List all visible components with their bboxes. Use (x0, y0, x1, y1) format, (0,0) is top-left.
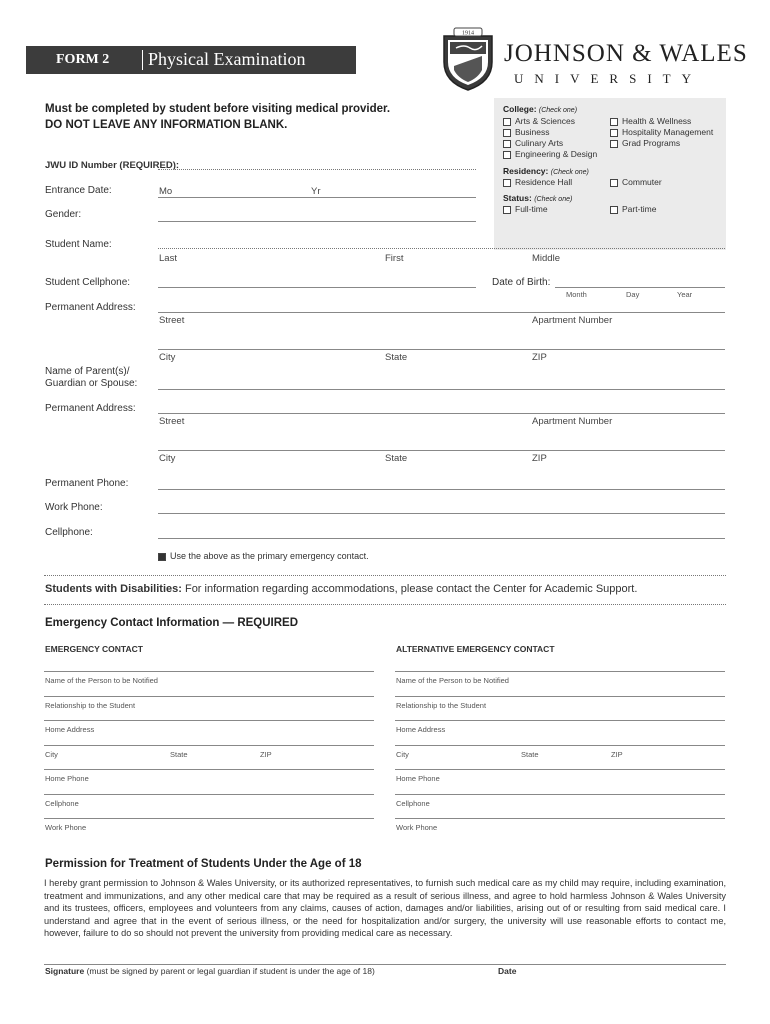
checkbox-icon[interactable] (610, 140, 618, 148)
status-option-part-time[interactable]: Part-time (610, 204, 656, 214)
dob-year-label: Year (677, 290, 693, 299)
emergency-city-label: City (45, 750, 58, 759)
checkbox-icon[interactable] (610, 118, 618, 126)
emergency-home-phone-field[interactable] (44, 769, 374, 770)
alt-name-field[interactable] (395, 671, 725, 672)
alt-work-phone-label: Work Phone (396, 823, 438, 832)
university-seal-icon (440, 26, 496, 92)
date-of-birth-label: Date of Birth: (492, 277, 551, 288)
date-of-birth-field[interactable] (555, 287, 725, 288)
alt-home-address-field[interactable] (395, 720, 725, 721)
alt-zip-label: ZIP (611, 750, 623, 759)
permanent-address-2-label: Permanent Address: (45, 403, 136, 414)
permanent-address-field[interactable] (158, 312, 725, 313)
checkbox-icon[interactable] (610, 179, 618, 187)
checkbox-icon[interactable] (503, 129, 511, 137)
alt-cellphone-field[interactable] (395, 794, 725, 795)
alternative-contact-header: ALTERNATIVE EMERGENCY CONTACT (396, 644, 555, 654)
date-label: Date (498, 966, 517, 976)
college-label: College: (Check one) (503, 104, 578, 114)
emergency-cellphone-field[interactable] (44, 794, 374, 795)
college-option-culinary-arts[interactable]: Culinary Arts (503, 138, 563, 148)
dob-month-label: Month (566, 290, 587, 299)
permanent-address-2-field[interactable] (158, 413, 725, 414)
alt-state-label: State (521, 750, 539, 759)
alt-city-label: City (396, 750, 409, 759)
emergency-zip-label: ZIP (260, 750, 272, 759)
entrance-month-label: Mo (159, 186, 173, 197)
residency-option-residence-hall[interactable]: Residence Hall (503, 177, 572, 187)
instruction-line-2: DO NOT LEAVE ANY INFORMATION BLANK. (45, 119, 288, 131)
alt-home-address-label: Home Address (396, 725, 446, 734)
alt-home-phone-field[interactable] (395, 769, 725, 770)
college-option-health-wellness[interactable]: Health & Wellness (610, 116, 691, 126)
residency-option-commuter[interactable]: Commuter (610, 177, 662, 187)
alt-city-field[interactable] (395, 745, 725, 746)
street-label: Street (159, 315, 185, 326)
emergency-work-phone-label: Work Phone (45, 823, 87, 832)
checkbox-icon[interactable] (503, 179, 511, 187)
checkbox-icon[interactable] (158, 553, 166, 561)
student-cellphone-label: Student Cellphone: (45, 277, 131, 288)
residency-label: Residency: (Check one) (503, 166, 589, 176)
seal-year: 1914 (462, 30, 474, 37)
alt-relationship-field[interactable] (395, 696, 725, 697)
instruction-line-1: Must be completed by student before visiting medical provider. (45, 103, 391, 115)
form-title: Physical Examination (148, 49, 306, 69)
permission-title: Permission for Treatment of Students Under the Age of 18 (45, 858, 362, 870)
first-name-label: First (385, 253, 404, 264)
apartment-2-label: Apartment Number (532, 416, 613, 427)
emergency-home-address-label: Home Address (45, 725, 95, 734)
state-2-label: State (385, 453, 408, 464)
college-option-arts-sciences[interactable]: Arts & Sciences (503, 116, 575, 126)
college-option-hospitality-management[interactable]: Hospitality Management (610, 127, 713, 137)
street-2-label: Street (159, 416, 185, 427)
student-name-field[interactable] (158, 248, 725, 249)
header-divider (142, 50, 143, 70)
college-option-business[interactable]: Business (503, 127, 550, 137)
university-name: JOHNSON & WALES (504, 40, 748, 67)
disabilities-top-rule (44, 575, 726, 576)
primary-contact-option[interactable]: Use the above as the primary emergency contact. (158, 551, 369, 561)
cellphone-field[interactable] (158, 538, 725, 539)
parent-name-field[interactable] (158, 389, 725, 390)
city-state-zip-2-field[interactable] (158, 450, 725, 451)
jwu-id-field[interactable] (158, 169, 476, 170)
checkbox-icon[interactable] (610, 129, 618, 137)
cellphone-label: Cellphone: (45, 527, 93, 538)
emergency-contact-header: EMERGENCY CONTACT (45, 644, 143, 654)
college-option-engineering-design[interactable]: Engineering & Design (503, 149, 597, 159)
status-label: Status: (Check one) (503, 193, 573, 203)
form-number: FORM 2 (56, 52, 110, 67)
checkbox-icon[interactable] (503, 151, 511, 159)
emergency-home-address-field[interactable] (44, 720, 374, 721)
college-option-grad-programs[interactable]: Grad Programs (610, 138, 680, 148)
city-2-label: City (159, 453, 176, 464)
permission-text: I hereby grant permission to Johnson & Wales University, or its authorized representatives, to furnish such medical care as my child may require, including examination, treatment and immunizations, and any other medical care that may be required as a result of serious illness, and agree to hold harmless Johnson & Wales University and its trustees, officers, employees and volunteers from any claims, causes of action, damages and/or liabilities, arising out of or resulting from said medical care. I understand and agree that in the event of serious illness, or the need for hospitalization and/or surgery, the university will use reasonable efforts to contact me, however, failure to do so should not prevent the university from providing medical care as necessary. (44, 878, 726, 939)
work-phone-label: Work Phone: (45, 502, 103, 513)
work-phone-field[interactable] (158, 513, 725, 514)
emergency-name-field[interactable] (44, 671, 374, 672)
emergency-relationship-label: Relationship to the Student (45, 701, 136, 710)
city-state-zip-field[interactable] (158, 349, 725, 350)
apartment-label: Apartment Number (532, 315, 613, 326)
emergency-contact-title: Emergency Contact Information — REQUIRED (45, 617, 299, 629)
last-name-label: Last (159, 253, 177, 264)
signature-label: Signature (must be signed by parent or legal guardian if student is under the age of 18) (45, 966, 375, 976)
emergency-home-phone-label: Home Phone (45, 774, 89, 783)
dob-day-label: Day (626, 290, 640, 299)
zip-2-label: ZIP (532, 453, 547, 464)
checkbox-icon[interactable] (610, 206, 618, 214)
alt-name-label: Name of the Person to be Notified (396, 676, 509, 685)
gender-label: Gender: (45, 209, 82, 220)
emergency-city-field[interactable] (44, 745, 374, 746)
disabilities-notice: Students with Disabilities: For information regarding accommodations, please contact the Center for Academic Support. (45, 583, 638, 595)
emergency-state-label: State (170, 750, 188, 759)
student-name-label: Student Name: (45, 239, 112, 250)
parent-name-label-2: Guardian or Spouse: (45, 378, 138, 389)
emergency-work-phone-field[interactable] (44, 818, 374, 819)
signature-field[interactable] (44, 964, 726, 965)
emergency-relationship-field[interactable] (44, 696, 374, 697)
middle-name-label: Middle (532, 253, 560, 264)
checkbox-icon[interactable] (503, 118, 511, 126)
parent-name-label-1: Name of Parent(s)/ (45, 366, 130, 377)
status-option-full-time[interactable]: Full-time (503, 204, 548, 214)
jwu-id-label: JWU ID Number (REQUIRED): (45, 160, 180, 171)
zip-label: ZIP (532, 352, 547, 363)
checkbox-icon[interactable] (503, 206, 511, 214)
checkbox-icon[interactable] (503, 140, 511, 148)
permanent-address-label: Permanent Address: (45, 302, 136, 313)
emergency-cellphone-label: Cellphone (45, 799, 79, 808)
alt-work-phone-field[interactable] (395, 818, 725, 819)
alt-relationship-label: Relationship to the Student (396, 701, 487, 710)
student-cellphone-field[interactable] (158, 287, 476, 288)
form-header-band (26, 46, 356, 74)
disabilities-bottom-rule (44, 604, 726, 605)
gender-field[interactable] (158, 221, 476, 222)
city-label: City (159, 352, 176, 363)
state-label: State (385, 352, 408, 363)
alt-cellphone-label: Cellphone (396, 799, 430, 808)
university-subtitle: UNIVERSITY (514, 71, 702, 86)
alt-home-phone-label: Home Phone (396, 774, 440, 783)
emergency-name-label: Name of the Person to be Notified (45, 676, 158, 685)
permanent-phone-field[interactable] (158, 489, 725, 490)
entrance-date-field[interactable] (158, 197, 476, 198)
permanent-phone-label: Permanent Phone: (45, 478, 129, 489)
entrance-date-label: Entrance Date: (45, 185, 112, 196)
entrance-year-label: Yr (311, 186, 321, 197)
